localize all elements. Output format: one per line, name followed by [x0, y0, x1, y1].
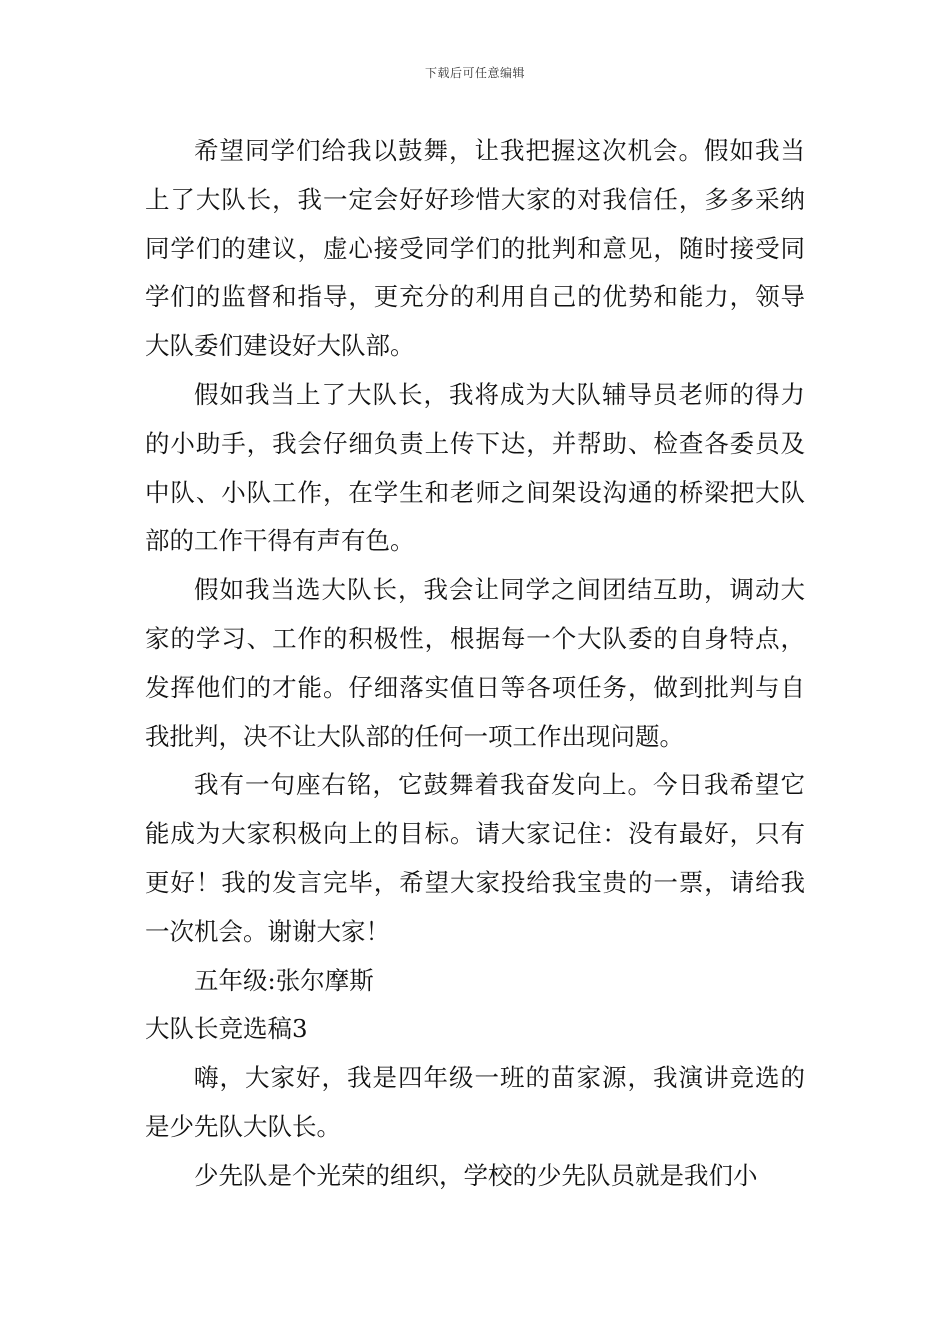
- section-title: 大队长竞选稿3: [145, 1014, 308, 1044]
- paragraph-1: 希望同学们给我以鼓舞，让我把握这次机会。假如我当上了大队长，我一定会好好珍惜大家的对我信任，多多采纳同学们的建议，虚心接受同学们的批判和意见，随时接受同学们的监督和指导，更充分的利用自己的优势和能力，领导大队委们建设好大队部。: [145, 136, 805, 361]
- signature: 五年级:张尔摩斯: [194, 965, 374, 995]
- section-paragraph-1: 嗨，大家好，我是四年级一班的苗家源，我演讲竞选的是少先队大队长。: [145, 1063, 805, 1141]
- paragraph-3: 假如我当选大队长，我会让同学之间团结互助，调动大家的学习、工作的积极性，根据每一个大队委的自身特点，发挥他们的才能。仔细落实值日等各项任务，做到批判与自我批判，决不让大队部的任何一项工作出现问题。: [145, 575, 805, 751]
- document-body: [145, 127, 805, 1201]
- page-header-note: 下载后可任意编辑: [424, 66, 525, 80]
- paragraph-4: 我有一句座右铭，它鼓舞着我奋发向上。今日我希望它能成为大家积极向上的目标。请大家记住：没有最好，只有更好！我的发言完毕，希望大家投给我宝贵的一票，请给我一次机会。谢谢大家！: [145, 770, 805, 946]
- section-paragraph-2: 少先队是个光荣的组织，学校的少先队员就是我们小: [194, 1160, 758, 1190]
- paragraph-2: 假如我当上了大队长，我将成为大队辅导员老师的得力的小助手，我会仔细负责上传下达，并帮助、检查各委员及中队、小队工作，在学生和老师之间架设沟通的桥梁把大队部的工作干得有声有色。: [145, 379, 805, 556]
